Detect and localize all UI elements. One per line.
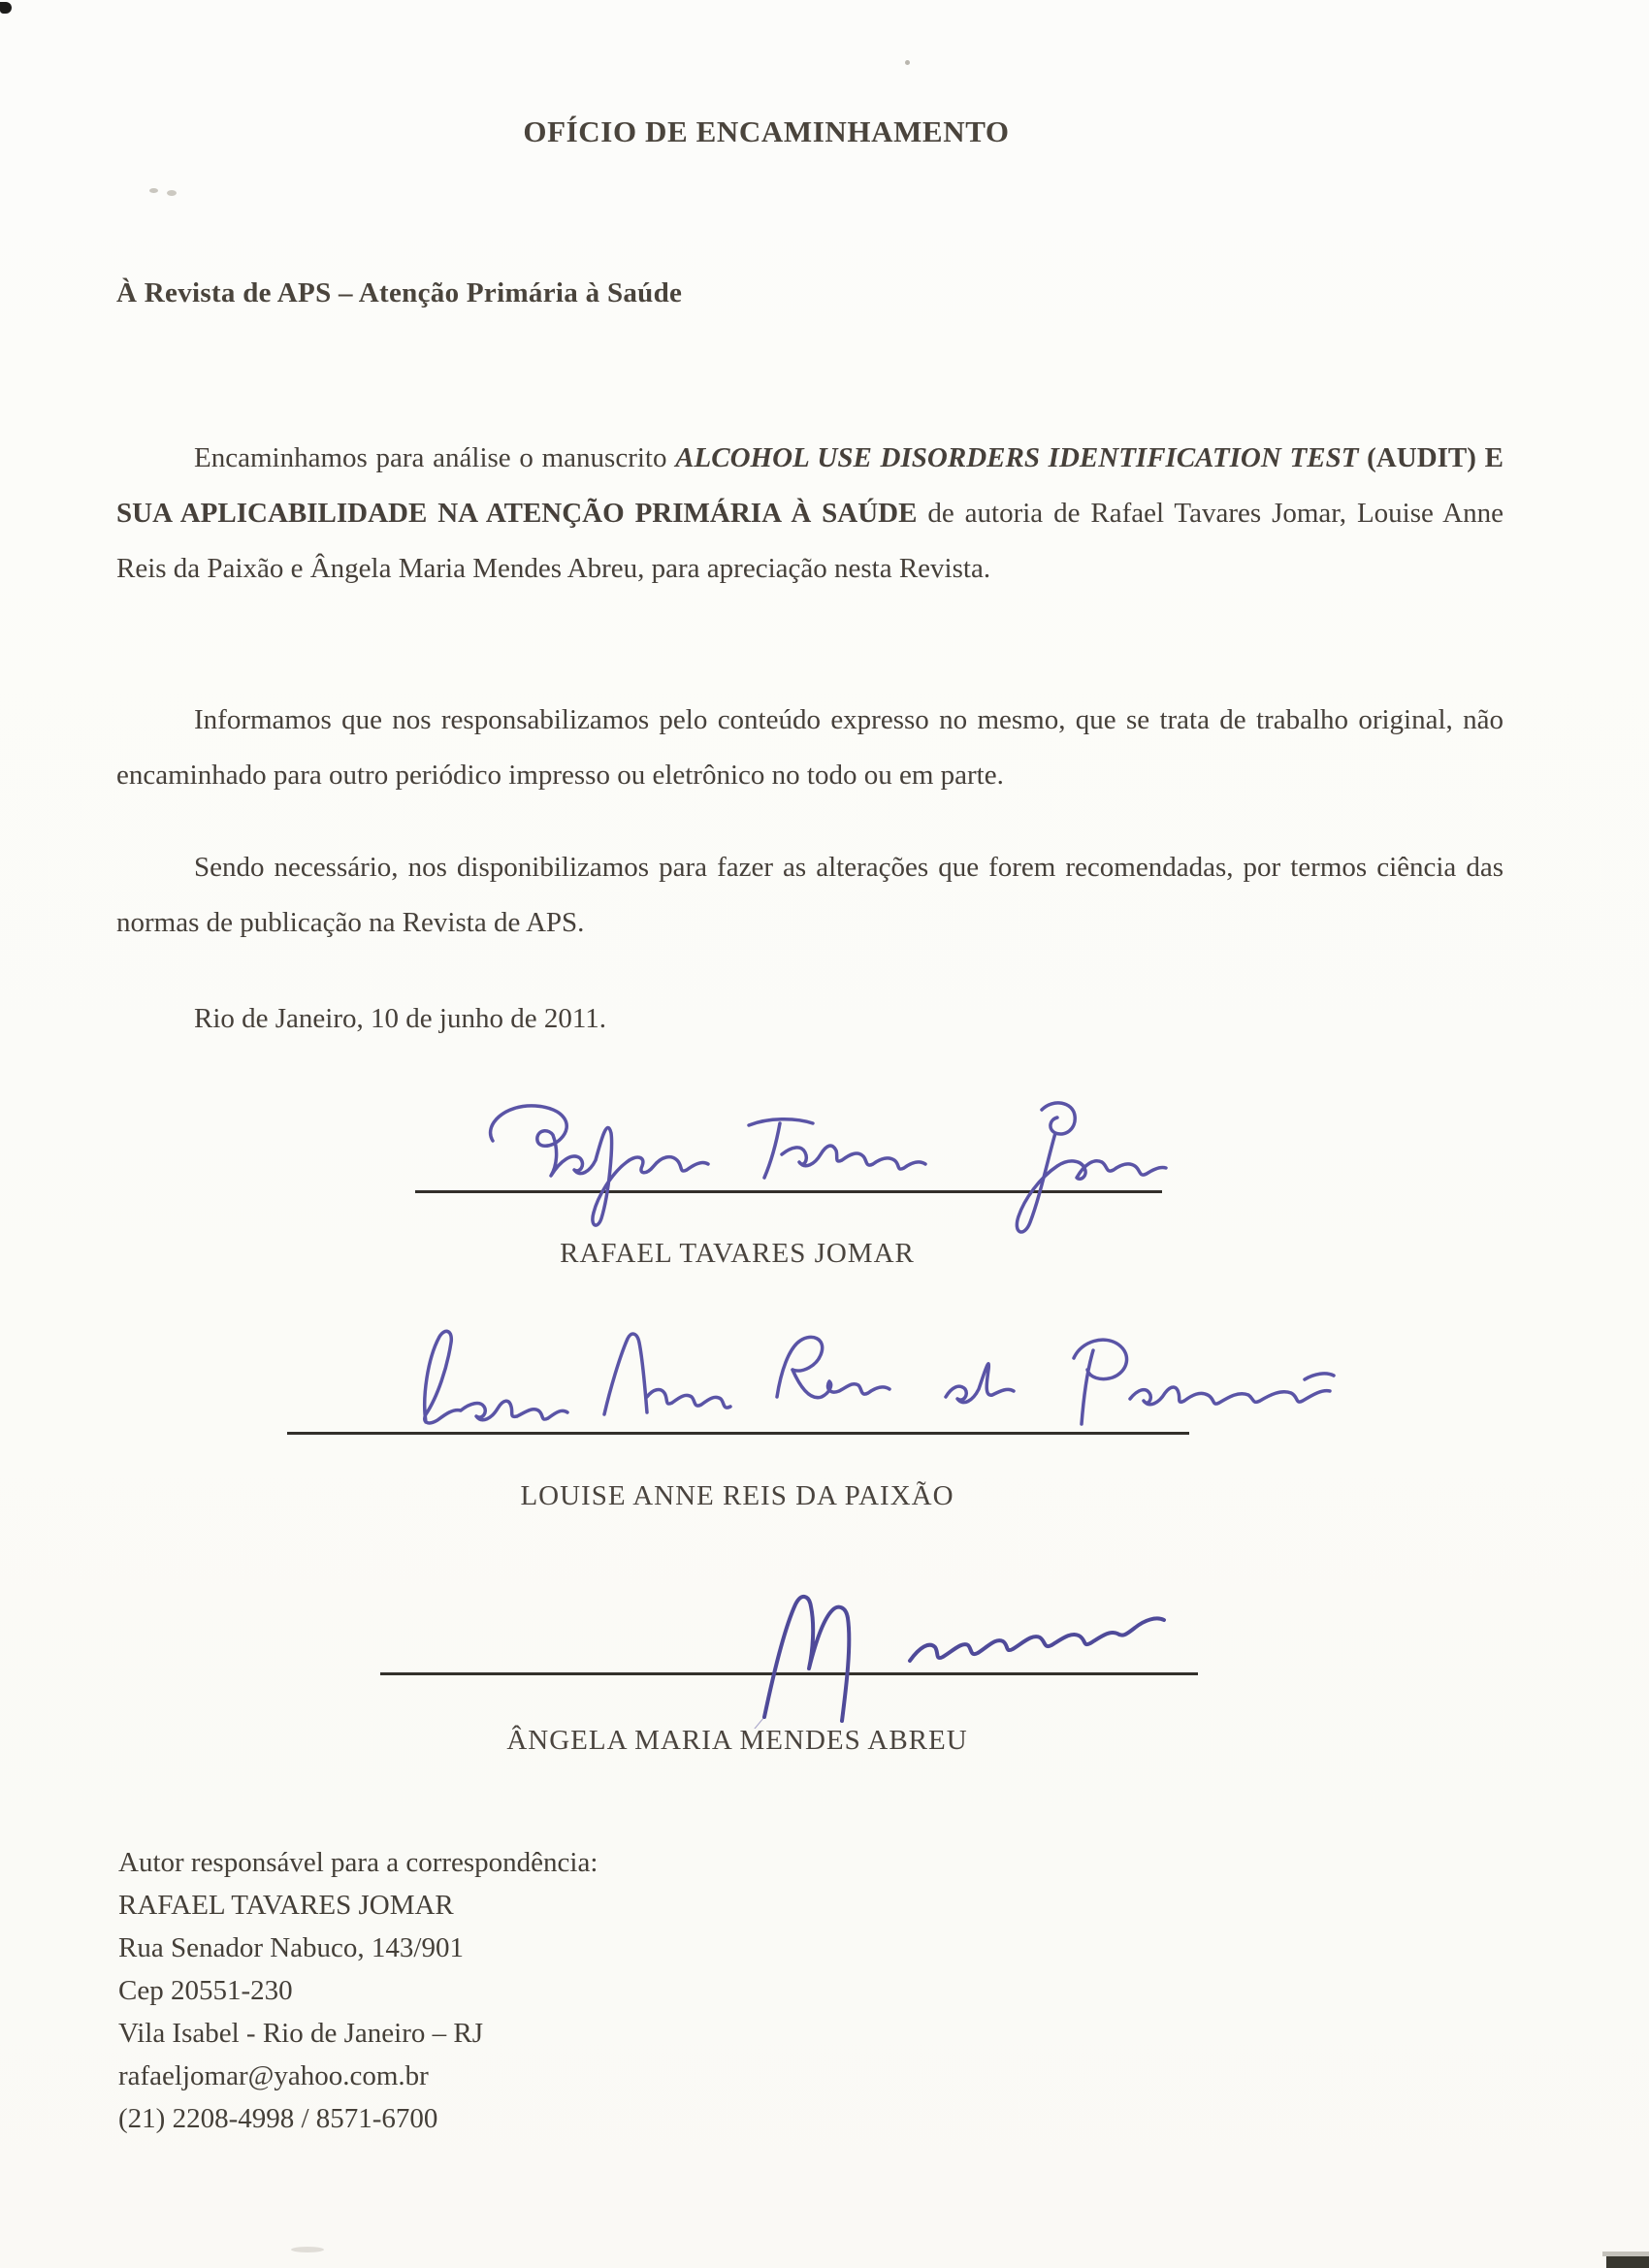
scan-artifact-smudge <box>291 2247 324 2252</box>
correspondence-street: Rua Senador Nabuco, 143/901 <box>118 1932 464 1963</box>
scan-artifact-speck-3 <box>905 60 910 65</box>
signature-rafael-handwriting-ink <box>475 1100 1174 1244</box>
paragraph-1 <box>116 431 1504 597</box>
scan-artifact-bottom-edge-light <box>1602 2252 1649 2256</box>
scan-artifact-bottom-right-block <box>1606 2256 1649 2268</box>
date-line: Rio de Janeiro, 10 de junho de 2011. <box>194 1003 606 1034</box>
signature-angela-handwriting-ink <box>679 1591 1232 1729</box>
paragraph-3: Sendo necessário, nos disponibilizamos para fazer as alterações que forem recomendadas, por termos ciência das normas de publicação na Revista de APS. <box>116 852 1504 938</box>
correspondence-district: Vila Isabel - Rio de Janeiro – RJ <box>118 2018 483 2049</box>
paragraph-2: Informamos que nos responsabilizamos pelo conteúdo expresso no mesmo, que se trata de trabalho original, não encaminhado para outro periódico impresso ou eletrônico no todo ou em parte. <box>116 704 1504 791</box>
signature-louise-handwriting-ink <box>403 1329 1353 1443</box>
manuscript-title-italic: ALCOHOL USE DISORDERS IDENTIFICATION TEST <box>675 442 1359 473</box>
correspondence-block <box>118 1841 1282 2140</box>
manuscript-title-bold: (AUDIT) E SUA APLICABILIDADE NA ATENÇÃO PRIMÁRIA À SAÚDE <box>116 442 1504 529</box>
correspondence-phone: (21) 2208-4998 / 8571-6700 <box>118 2103 438 2134</box>
signatory-name-2: LOUISE ANNE REIS DA PAIXÃO <box>520 1480 954 1511</box>
correspondence-postal-code: Cep 20551-230 <box>118 1975 293 2006</box>
signatory-name-3: ÂNGELA MARIA MENDES ABREU <box>506 1725 968 1756</box>
correspondence-heading: Autor responsável para a correspondência: <box>118 1847 598 1878</box>
correspondence-email: rafaeljomar@yahoo.com.br <box>118 2060 429 2091</box>
signatory-name-1: RAFAEL TAVARES JOMAR <box>560 1238 915 1269</box>
paragraph-1-tail: de autoria de Rafael Tavares Jomar, Louise Anne Reis da Paixão e Ângela Maria Mendes Abreu, para apreciação nesta Revista. <box>116 498 1504 584</box>
document-title: OFÍCIO DE ENCAMINHAMENTO <box>523 114 1010 148</box>
scan-artifact-speck-1 <box>149 188 158 193</box>
addressee-line: À Revista de APS – Atenção Primária à Saúde <box>116 277 683 308</box>
scan-artifact-corner-mark <box>0 2 12 14</box>
correspondence-name: RAFAEL TAVARES JOMAR <box>118 1890 454 1921</box>
scan-artifact-speck-2 <box>167 190 177 196</box>
paragraph-1-lead: Encaminhamos para análise o manuscrito <box>194 442 676 473</box>
